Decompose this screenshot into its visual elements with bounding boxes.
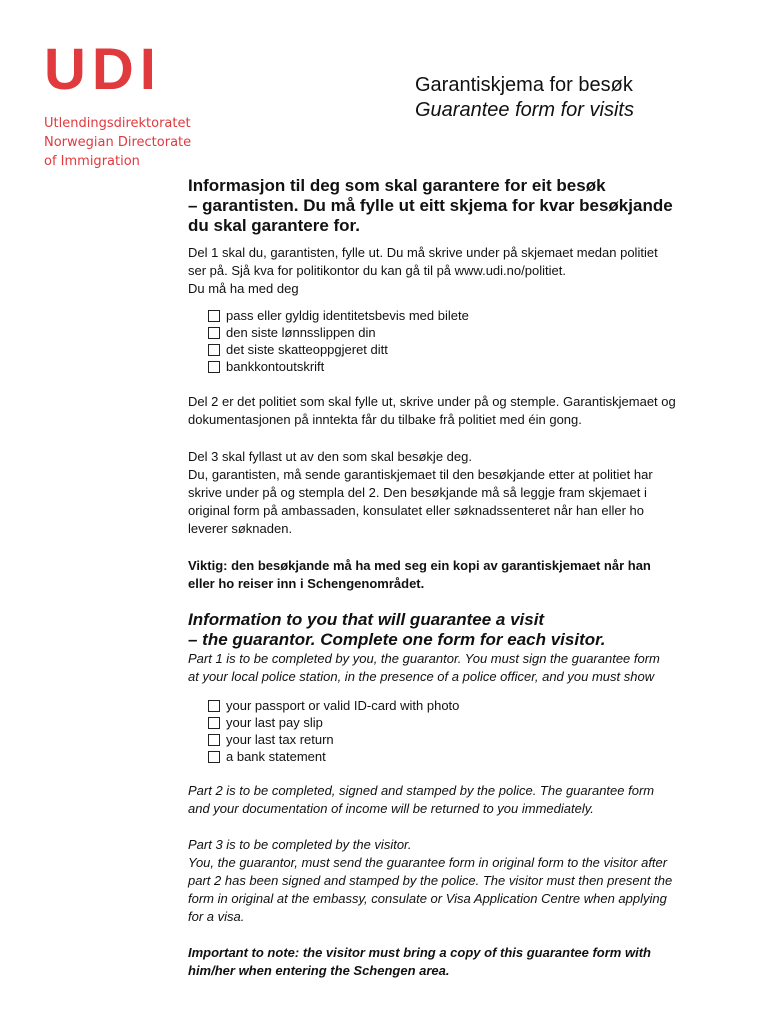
text-line: Du må ha med deg: [188, 281, 299, 296]
en-part2-text: [188, 782, 728, 818]
checkbox[interactable]: [208, 327, 220, 339]
en-part1-text: [188, 650, 728, 686]
checklist-item: [208, 731, 728, 748]
text-line: Del 3 skal fyllast ut av den som skal besøkje deg.: [188, 449, 472, 464]
checklist-label: your last tax return: [226, 732, 334, 747]
norwegian-section: [188, 176, 728, 593]
organization-name: [44, 114, 191, 171]
no-part3-text: [188, 448, 728, 538]
checklist-item: [208, 341, 728, 358]
text-line: Del 1 skal du, garantisten, fylle ut. Du må skrive under på skjemaet medan politiet: [188, 245, 658, 260]
checklist-label: den siste lønnsslippen din: [226, 325, 376, 340]
no-heading-line: du skal garantere for.: [188, 216, 360, 235]
checkbox[interactable]: [208, 310, 220, 322]
en-document-checklist: [188, 697, 728, 765]
title-english: Guarantee form for visits: [415, 99, 634, 121]
checklist-label: det siste skatteoppgjeret ditt: [226, 342, 388, 357]
checklist-label: a bank statement: [226, 749, 326, 764]
org-name-english-line2: of Immigration: [44, 154, 140, 169]
text-line: skrive under på og stempla del 2. Den besøkjande må så leggje fram skjemaet i: [188, 485, 647, 500]
org-name-norwegian: Utlendingsdirektoratet: [44, 116, 191, 131]
text-line: ser på. Sjå kva for politikontor du kan gå til på www.udi.no/politiet.: [188, 263, 566, 278]
text-line: Viktig: den besøkjande må ha med seg ein kopi av garantiskjemaet når han: [188, 558, 651, 573]
text-line: Important to note: the visitor must bring a copy of this guarantee form with: [188, 945, 651, 960]
text-line: eller ho reiser inn i Schengenområdet.: [188, 576, 425, 591]
text-line: You, the guarantor, must send the guarantee form in original form to the visitor after: [188, 855, 668, 870]
checkbox[interactable]: [208, 717, 220, 729]
no-heading: [188, 176, 728, 236]
udi-logo: [44, 37, 192, 171]
english-section: [188, 610, 728, 980]
en-part3-text: [188, 836, 728, 926]
title-norwegian: Garantiskjema for besøk: [415, 74, 633, 96]
text-line: original form på ambassaden, konsulatet eller søknadssenteret når han eller ho: [188, 503, 644, 518]
checklist-label: bankkontoutskrift: [226, 359, 325, 374]
no-document-checklist: [188, 307, 728, 375]
text-line: and your documentation of income will be returned to you immediately.: [188, 801, 594, 816]
checklist-item: [208, 307, 728, 324]
text-line: leverer søknaden.: [188, 521, 293, 536]
no-heading-line: Informasjon til deg som skal garantere for eit besøk: [188, 176, 606, 195]
document-title: [415, 73, 634, 123]
text-line: Part 1 is to be completed by you, the guarantor. You must sign the guarantee form: [188, 651, 660, 666]
en-heading: [188, 610, 728, 650]
checkbox[interactable]: [208, 734, 220, 746]
checklist-item: [208, 697, 728, 714]
text-line: at your local police station, in the presence of a police officer, and you must show: [188, 669, 655, 684]
text-line: dokumentasjonen på inntekta får du tilbake frå politiet med éin gong.: [188, 412, 582, 427]
no-heading-line: – garantisten. Du må fylle ut eitt skjema for kvar besøkjande: [188, 196, 673, 215]
text-line: Del 2 er det politiet som skal fylle ut, skrive under på og stemple. Garantiskjemaet og: [188, 394, 676, 409]
document-body: [188, 176, 728, 980]
en-heading-line: – the guarantor. Complete one form for each visitor.: [188, 630, 606, 649]
udi-logo-mark: UDI: [44, 37, 162, 102]
text-line: Part 3 is to be completed by the visitor.: [188, 837, 412, 852]
checklist-item: [208, 714, 728, 731]
checklist-item: [208, 358, 728, 375]
no-part2-text: [188, 393, 728, 429]
checkbox[interactable]: [208, 361, 220, 373]
text-line: Du, garantisten, må sende garantiskjemaet til den besøkjande etter at politiet har: [188, 467, 653, 482]
checkbox[interactable]: [208, 700, 220, 712]
text-line: him/her when entering the Schengen area.: [188, 963, 450, 978]
checklist-label: pass eller gyldig identitetsbevis med bilete: [226, 308, 469, 323]
checklist-label: your passport or valid ID-card with photo: [226, 698, 460, 713]
org-name-english-line1: Norwegian Directorate: [44, 135, 192, 150]
text-line: for a visa.: [188, 909, 245, 924]
text-line: part 2 has been signed and stamped by the police. The visitor must then present the: [188, 873, 673, 888]
en-heading-line: Information to you that will guarantee a visit: [188, 610, 545, 629]
no-part1-text: [188, 244, 728, 298]
en-important-note: [188, 944, 728, 980]
checklist-item: [208, 748, 728, 765]
no-important-note: [188, 557, 728, 593]
checkbox[interactable]: [208, 751, 220, 763]
checklist-item: [208, 324, 728, 341]
text-line: form in original at the embassy, consulate or Visa Application Centre when applying: [188, 891, 667, 906]
checkbox[interactable]: [208, 344, 220, 356]
checklist-label: your last pay slip: [226, 715, 323, 730]
text-line: Part 2 is to be completed, signed and stamped by the police. The guarantee form: [188, 783, 655, 798]
